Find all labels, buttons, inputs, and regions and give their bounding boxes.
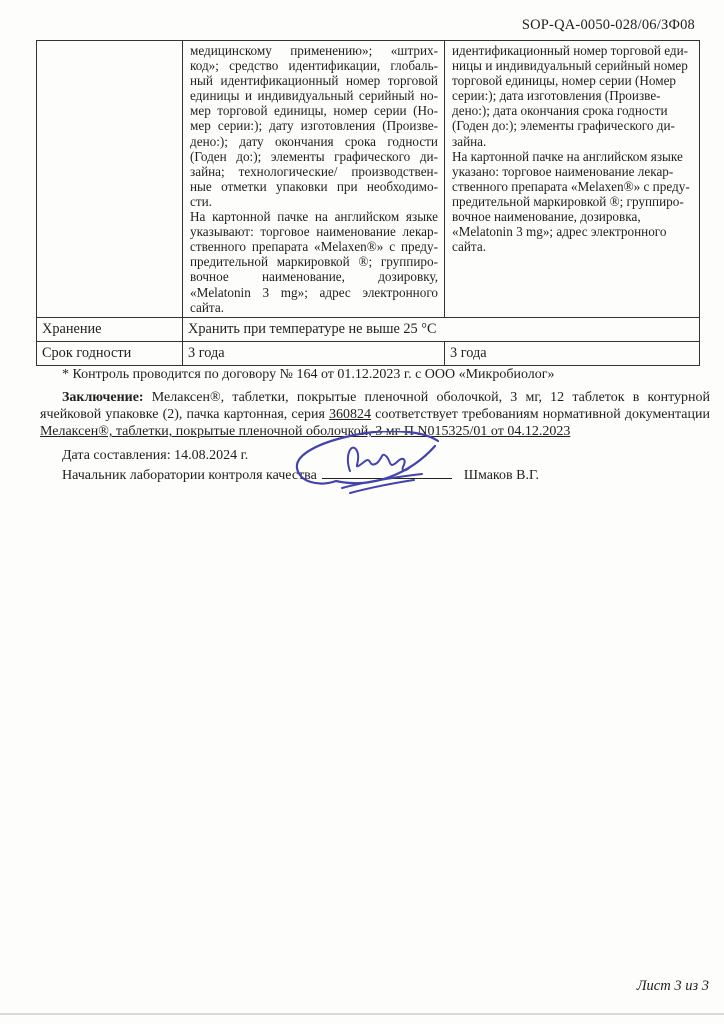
signatory-name: Шмаков В.Г. <box>463 468 539 483</box>
conclusion-label: Заключение: <box>62 390 144 405</box>
conclusion-text-1: Мелаксен®, таблетки, покрытые пленочной оболочкой, 3 мг, 12 таблеток в контурной ячейковой упаковке (2), пачка картонная, серия <box>40 390 710 423</box>
shelf-life-label: Срок годности <box>37 341 183 365</box>
parameter-cell-empty <box>37 41 183 318</box>
signature-line <box>62 465 539 484</box>
shelf-life-row <box>37 341 700 365</box>
compilation-date: Дата составления: 14.08.2024 г. <box>62 448 249 463</box>
signature-underline <box>322 465 452 479</box>
storage-label: Хранение <box>37 317 183 341</box>
labeling-text-cell-right: идентификационный номер торговой еди- ницы и индивидуальный серийный номер торговой единицы, номер серии (Номер серии:); дата изготовления (Произве- дено:); дата окончания срока годности (Годен до:); элементы графического ди- зайна. На картонной пачке на английском языке указано: торговое наименование лекар- ственного препарата «Melaxen®» с преду- предительной маркировкой ®; группиро- вочное наименование, дозировка, «Melatonin 3 mg»; адрес электронного сайта. <box>445 41 700 318</box>
document-code: SOP-QA-0050-028/06/ЗФ08 <box>521 17 695 33</box>
series-number: 360824 <box>329 407 372 423</box>
scan-edge-artifact <box>0 1013 724 1015</box>
control-footnote: * Контроль проводится по договору № 164 от 01.12.2023 г. с ООО «Микробиолог» <box>62 367 555 382</box>
shelf-life-value-right: 3 года <box>445 341 700 365</box>
conclusion-paragraph <box>40 389 710 441</box>
shelf-life-value-left: 3 года <box>183 341 445 365</box>
labeling-text-cell-left: медицинскому применению»; «штрих- код»; средство идентификации, глобаль- ный идентификационный номер торговой единицы и индивидуальный серийный но- мер торговой единицы, номер серии (Но- мер серии:); дату изготовления (Произве- дено:); дату окончания срока годности (Годен до:); элементы графического ди- зайна; технологические/ производствен- ные отметки упаковки при необходимо- сти. На картонной пачке на английском языке указывают: торговое наименование лекар- ственного препарата «Melaxen®» с преду- предительной маркировкой ®; группиро- вочное наименование, дозировку, «Melatonin 3 mg»; адрес электронного сайта. <box>183 41 445 318</box>
page-number: Лист 3 из 3 <box>636 978 709 994</box>
labeling-table <box>36 40 700 366</box>
conclusion-text-2: соответствует требованиям нормативной документации <box>371 407 710 423</box>
storage-row <box>37 317 700 341</box>
normative-doc-reference: Мелаксен®, таблетки, покрытые пленочной оболочкой, 3 мг П N015325/01 от 04.12.2023 <box>40 424 571 440</box>
storage-value: Хранить при температуре не выше 25 °С <box>183 317 700 341</box>
labeling-continuation-row <box>37 41 700 318</box>
signatory-role: Начальник лаборатории контроля качества <box>62 468 317 483</box>
